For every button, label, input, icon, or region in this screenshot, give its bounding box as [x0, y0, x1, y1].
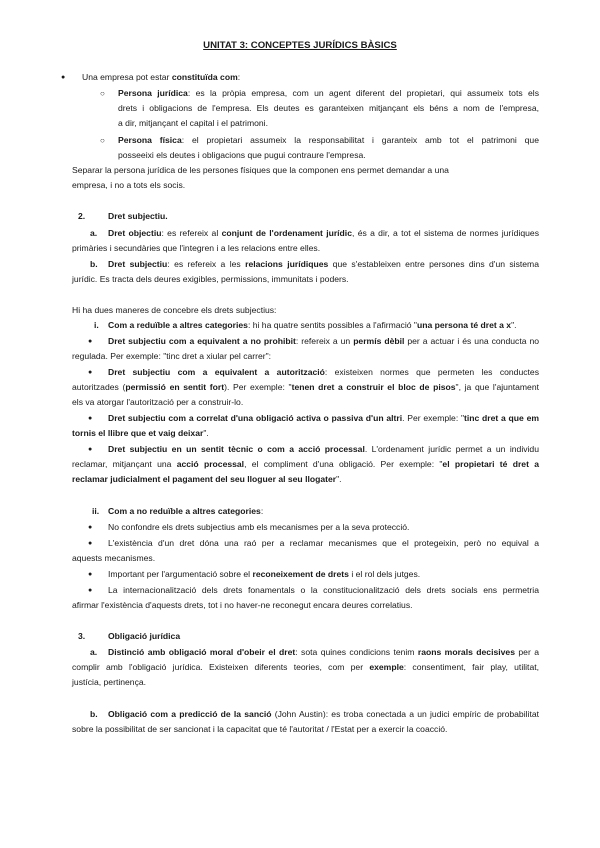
accio-processal-line-1: Dret subjectiu en un sentit tècnic o com a acció processal. L'ordenament jurídic permet a un individu — [108, 444, 539, 454]
dret-objectiu-line-1: Dret objectiu: es refereix al conjunt de l'ordenament jurídic, és a dir, a tot el sistema de normes jurídiques — [108, 228, 539, 238]
internacionalitzacio-line-2: afirmar l'existència d'aquests drets, tot i no haver-ne reconegut encara deures correlatius. — [72, 600, 413, 610]
circle-bullet-icon: ○ — [100, 136, 105, 145]
existencia-line-2: aquests mecanismes. — [72, 553, 156, 563]
section-3-number: 3. — [78, 631, 86, 641]
roman-i-marker: i. — [94, 320, 99, 330]
item-b-marker: b. — [90, 259, 98, 269]
page-title: UNITAT 3: CONCEPTES JURÍDICS BÀSICS — [203, 40, 397, 51]
persona-fisica-line-1: Persona física: el propietari assumeix la responsabilitat i garanteix amb tot el patrimoni que — [118, 135, 539, 145]
item-b-marker: b. — [90, 709, 98, 719]
no-confondre-line: No confondre els drets subjectius amb els mecanismes per a la seva protecció. — [108, 522, 410, 532]
bullet-icon: ● — [88, 415, 93, 422]
dret-objectiu-line-2: primàries i secundàries que l'integren i a les relacions entre elles. — [72, 243, 321, 253]
prediccio-line-1: Obligació com a predicció de la sanció (John Austin): es troba conectada a un judici empíric de probabilitat — [108, 709, 539, 719]
persona-juridica-line-3: a dir, mitjançant el capital i el patrimoni. — [118, 118, 268, 128]
bullet-icon: ● — [88, 571, 93, 578]
correlat-line-1: Dret subjectiu com a correlat d'una obligació activa o passiva d'un altri. Per exemple: "tinc dret a que em — [108, 413, 539, 423]
bullet-icon: ● — [88, 338, 93, 345]
circle-bullet-icon: ○ — [100, 89, 105, 98]
item-a-marker: a. — [90, 228, 98, 238]
section-2-heading: Dret subjectiu. — [108, 211, 168, 221]
ways-intro: Hi ha dues maneres de concebre els drets subjectius: — [72, 305, 277, 315]
section-3-heading: Obligació jurídica — [108, 631, 181, 641]
reducible-heading: Com a reduïble a altres categories: hi ha quatre sentits possibles a l'afirmació "una persona té dret a x". — [108, 320, 517, 330]
non-reducible-heading: Com a no reduïble a altres categories: — [108, 506, 264, 516]
bullet-icon: ● — [88, 369, 93, 376]
roman-ii-marker: ii. — [92, 506, 100, 516]
correlat-line-2: tornis el llibre que et vaig deixar". — [72, 428, 209, 438]
existencia-line-1: L'existència d'un dret dóna una raó per a reclamar mecanismes que el protegeixin, però no equival a — [108, 538, 539, 548]
persona-juridica-line-1: Persona jurídica: es la pròpia empresa, com un agent diferent del propietari, qui assumeix tots els — [118, 88, 539, 98]
dret-subjectiu-line-2: jurídic. Es tracta dels deures exigibles, permissions, immunitats i poders. — [72, 274, 349, 284]
item-a-marker: a. — [90, 647, 98, 657]
separation-line-2: empresa, i no a tots els socis. — [72, 180, 186, 190]
accio-processal-line-2: reclamar, mitjançant una acció processal, el compliment d'una obligació. Per exemple: "el propietari té dret a — [72, 459, 539, 469]
prediccio-line-2: sobre la possibilitat de ser sancionat i la capacitat que té l'autoritat / l'Estat per a exercir la coacció. — [72, 724, 448, 734]
distincio-line-3: justícia, pertinença. — [72, 677, 147, 687]
bullet-icon: ● — [88, 446, 93, 453]
bullet-icon: ● — [61, 74, 66, 81]
accio-processal-line-3: reclamar judicialment el pagament del seu lloguer al seu llogater". — [72, 474, 342, 484]
persona-fisica-line-2: posseeixi els deutes i obligacions que pugui contraure l'empresa. — [118, 150, 366, 160]
distincio-line-2: complir amb l'obligació jurídica. Existeixen diferents teories, com per exemple: consentiment, fair play, utilitat, — [72, 662, 539, 672]
no-prohibit-line-2: regulada. Per exemple: "tinc dret a xiular pel carrer": — [72, 351, 272, 361]
bullet-icon: ● — [88, 540, 93, 547]
persona-juridica-line-2: drets i obligacions de l'empresa. Els deutes es garanteixen mitjançant els béns a nom de l'empresa, — [118, 103, 539, 113]
autoritzacio-line-2: autoritzades (permissió en sentit fort). Per exemple: "tenen dret a construir el bloc de pisos", ja que l'ajuntament — [72, 382, 539, 392]
no-prohibit-line-1: Dret subjectiu com a equivalent a no prohibit: refereix a un permís dèbil per a actuar i és una conducta no — [108, 336, 540, 346]
argumentacio-line: Important per l'argumentació sobre el reconeixement de drets i el rol dels jutges. — [108, 569, 421, 579]
bullet-icon: ● — [88, 587, 93, 594]
separation-line-1: Separar la persona jurídica de les persones físiques que la componen ens permet demandar a una — [72, 165, 449, 175]
bullet-icon: ● — [88, 524, 93, 531]
dret-subjectiu-line-1: Dret subjectiu: es refereix a les relacions jurídiques que s'estableixen entre persones dins d'un sistema — [108, 259, 539, 269]
distincio-line-1: Distinció amb obligació moral d'obeir el dret: sota quines condicions tenim raons morals decisives per a — [108, 647, 540, 657]
section-2-number: 2. — [78, 211, 86, 221]
autoritzacio-line-1: Dret subjectiu com a equivalent a autorització: existeixen normes que permeten les conductes — [108, 367, 539, 377]
internacionalitzacio-line-1: La internacionalització dels drets fonamentals o la constitucionalització dels drets socials ens permetria — [108, 585, 539, 595]
autoritzacio-line-3: els va atorgar l'autorització per a construir-lo. — [72, 397, 244, 407]
intro-lead: Una empresa pot estar constituïda com: — [82, 72, 241, 82]
